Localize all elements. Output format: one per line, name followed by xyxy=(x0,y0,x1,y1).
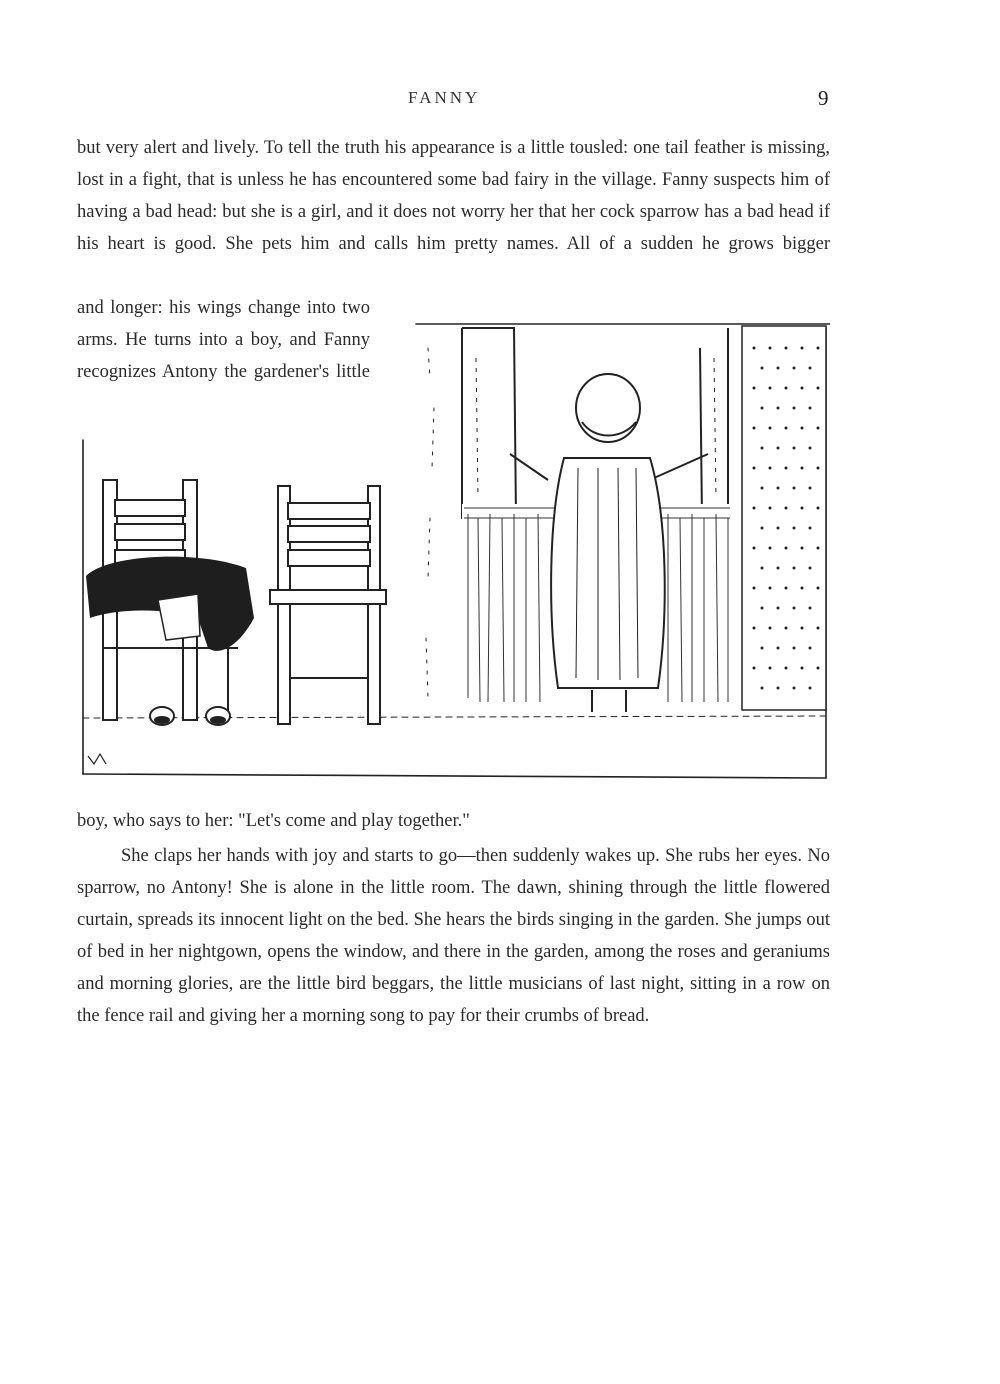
paragraph-side: and longer: his wings change into two arms. He turns into a boy, and Fanny recognizes Antony the gardener's little xyxy=(77,298,370,382)
running-head xyxy=(0,88,1000,118)
artist-monogram xyxy=(88,754,106,764)
paragraph-final: She claps her hands with joy and starts to go—then suddenly wakes up. She rubs her eyes. No sparrow, no Antony! She is alone in the little room. The dawn, shining through the little flowered curtain, spreads its innocent light on the bed. She hears the birds singing in the garden. She jumps out of bed in her nightgown, opens the window, and there in the garden, among the roses and geraniums and morning glories, are the little bird beggars, the little musicians of last night, sitting in a row on the fence rail and giving her a morning song to pay for their crumbs of bread. xyxy=(77,846,830,1026)
paragraph-top: but very alert and lively. To tell the truth his appearance is a little tousled: one tail feather is missing, lost in a fight, that is unless he has encountered some bad fairy in the village. Fanny suspects him of having a bad head: but she is a girl, and it does not worry her that her cock sparrow has a bad head if his heart is good. She pets him and calls him pretty names. All of a sudden he grows bigger xyxy=(77,138,830,254)
page-number: 9 xyxy=(818,86,829,110)
curtain xyxy=(742,326,826,710)
frame-bottom-line xyxy=(83,774,826,778)
illustration xyxy=(78,318,830,782)
paragraph-after-illustration: boy, who says to her: "Let's come and play together." xyxy=(77,811,470,831)
running-title: FANNY xyxy=(408,88,481,107)
middle-chair xyxy=(270,486,386,724)
